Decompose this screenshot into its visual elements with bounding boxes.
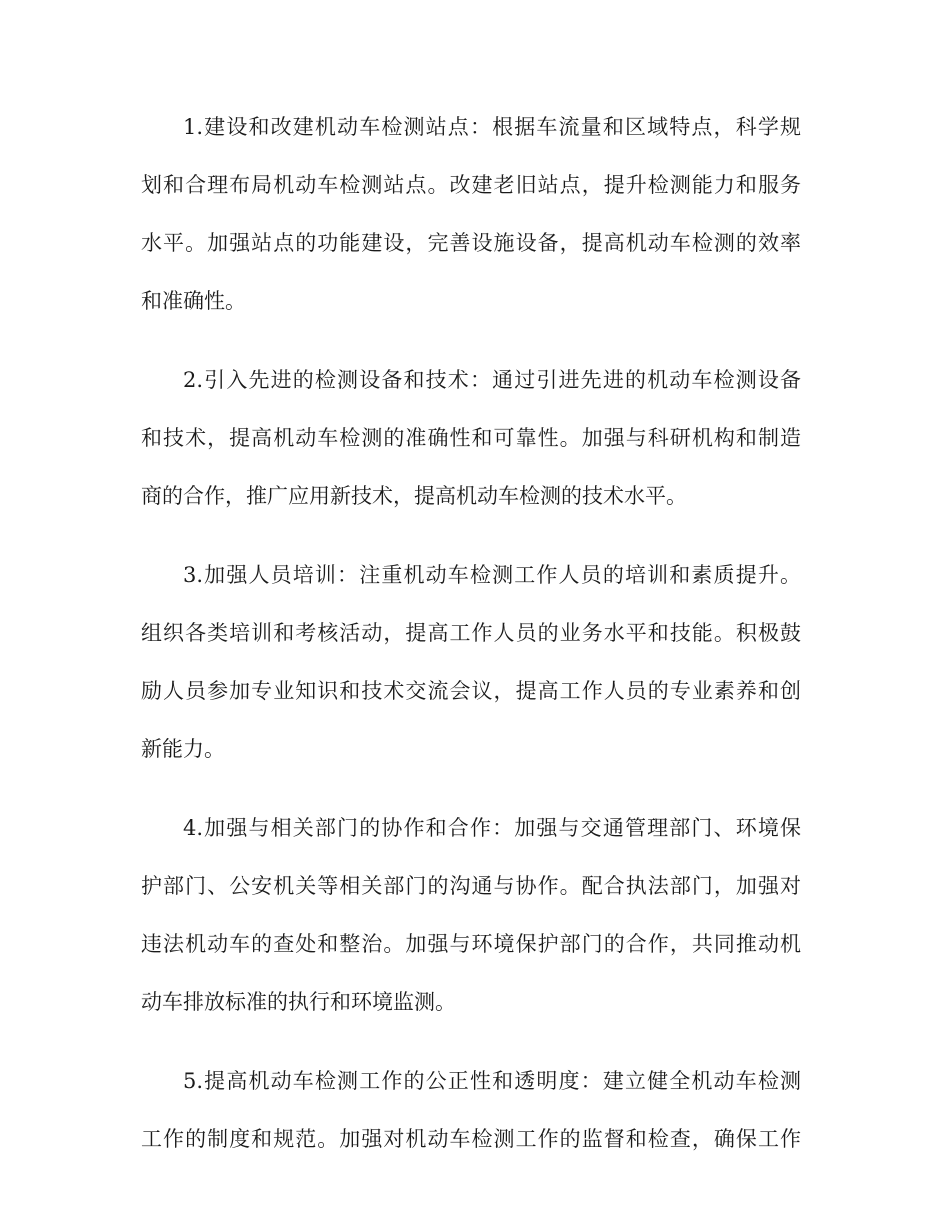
text-line: 新能力。 — [141, 737, 225, 761]
text-line: 护部门、公安机关等相关部门的沟通与协作。配合执法部门，加强对 — [141, 874, 801, 898]
text-line: 3.加强人员培训：注重机动车检测工作人员的培训和素质提升。 — [183, 563, 801, 587]
paragraph-gap — [141, 778, 801, 799]
text-line: 2.引入先进的检测设备和技术：通过引进先进的机动车检测设备 — [183, 368, 801, 392]
text-line: 组织各类培训和考核活动，提高工作人员的业务水平和技能。积极鼓 — [141, 621, 801, 645]
paragraph-1 — [141, 98, 801, 330]
text-line: 工作的制度和规范。加强对机动车检测工作的监督和检查，确保工作 — [141, 1127, 801, 1151]
text-line: 划和合理布局机动车检测站点。改建老旧站点，提升检测能力和服务 — [141, 173, 801, 197]
text-line: 励人员参加专业知识和技术交流会议，提高工作人员的专业素养和创 — [141, 679, 801, 703]
paragraph-gap — [141, 330, 801, 351]
text-line: 1.建设和改建机动车检测站点：根据车流量和区域特点，科学规 — [183, 115, 801, 139]
paragraph-5 — [141, 1052, 801, 1168]
paragraph-3 — [141, 546, 801, 778]
paragraph-gap — [141, 525, 801, 546]
text-line: 水平。加强站点的功能建设，完善设施设备，提高机动车检测的效率 — [141, 231, 801, 255]
text-line: 和准确性。 — [141, 289, 246, 313]
paragraph-4 — [141, 799, 801, 1031]
text-line: 动车排放标准的执行和环境监测。 — [141, 990, 456, 1014]
document-body — [141, 98, 801, 1168]
text-line: 5.提高机动车检测工作的公正性和透明度：建立健全机动车检测 — [183, 1069, 801, 1093]
text-line: 4.加强与相关部门的协作和合作：加强与交通管理部门、环境保 — [183, 816, 801, 840]
text-line: 违法机动车的查处和整治。加强与环境保护部门的合作，共同推动机 — [141, 932, 801, 956]
text-line: 商的合作，推广应用新技术，提高机动车检测的技术水平。 — [141, 484, 687, 508]
paragraph-gap — [141, 1031, 801, 1052]
text-line: 和技术，提高机动车检测的准确性和可靠性。加强与科研机构和制造 — [141, 426, 801, 450]
paragraph-2 — [141, 351, 801, 525]
